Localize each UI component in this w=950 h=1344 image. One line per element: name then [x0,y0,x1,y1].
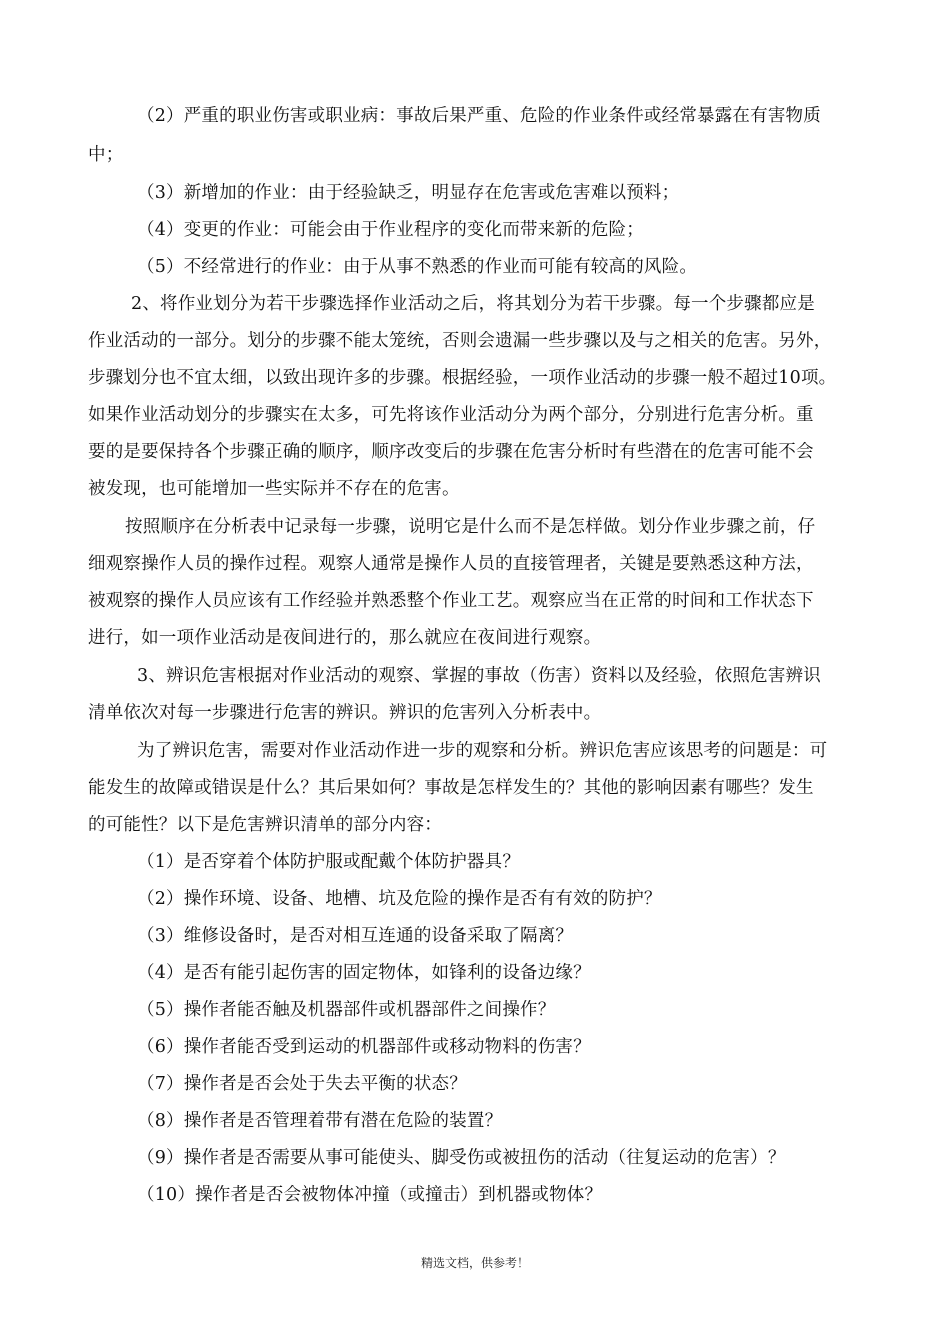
text-line-10: 要的是要保持各个步骤正确的顺序，顺序改变后的步骤在危害分析时有些潜在的危害可能不会 [88,442,814,462]
text-line-17: 清单依次对每一步骤进行危害的辨识。辨识的危害列入分析表中。 [88,703,602,723]
text-line-11: 被发现，也可能增加一些实际并不存在的危害。 [88,479,460,499]
text-line-23: （3）维修设备时，是否对相互连通的设备采取了隔离？ [137,926,574,946]
text-line-4: （4）变更的作业：可能会由于作业程序的变化而带来新的危险； [137,220,644,240]
text-line-30: （10）操作者是否会被物体冲撞（或撞击）到机器或物体？ [137,1185,603,1205]
text-line-9: 如果作业活动划分的步骤实在太多，可先将该作业活动分为两个部分，分别进行危害分析。重 [88,405,814,425]
text-line-2: 中； [88,145,124,165]
text-line-25: （5）操作者能否触及机器部件或机器部件之间操作？ [137,1000,556,1020]
text-line-21: （1）是否穿着个体防护服或配戴个体防护器具？ [137,852,521,872]
text-line-28: （8）操作者是否管理着带有潜在危险的装置？ [137,1111,503,1131]
text-line-5: （5）不经常进行的作业：由于从事不熟悉的作业而可能有较高的风险。 [137,257,698,277]
text-line-29: （9）操作者是否需要从事可能使头、脚受伤或被扭伤的活动（往复运动的危害）？ [137,1148,786,1168]
text-line-12: 按照顺序在分析表中记录每一步骤，说明它是什么而不是怎样做。划分作业步骤之前，仔 [125,517,816,537]
text-line-14: 被观察的操作人员应该有工作经验并熟悉整个作业工艺。观察应当在正常的时间和工作状态下 [88,591,814,611]
text-line-15: 进行，如一项作业活动是夜间进行的，那么就应在夜间进行观察。 [88,628,602,648]
text-line-8: 步骤划分也不宜太细，以致出现许多的步骤。根据经验，一项作业活动的步骤一般不超过10项。 [88,368,837,388]
page-footer: 精选文档，供参考！ [420,1256,529,1270]
text-line-20: 的可能性？以下是危害辨识清单的部分内容： [88,815,442,835]
text-line-6: 2、将作业划分为若干步骤选择作业活动之后，将其划分为若干步骤。每一个步骤都应是 [131,294,815,314]
text-line-16: 3、辨识危害根据对作业活动的观察、掌握的事故（伤害）资料以及经验，依照危害辨识 [137,666,821,686]
text-line-19: 能发生的故障或错误是什么？其后果如何？事故是怎样发生的？其他的影响因素有哪些？发生 [88,778,814,798]
text-line-22: （2）操作环境、设备、地槽、坑及危险的操作是否有有效的防护？ [137,889,662,909]
text-line-27: （7）操作者是否会处于失去平衡的状态？ [137,1074,467,1094]
text-line-13: 细观察操作人员的操作过程。观察人通常是操作人员的直接管理者，关键是要熟悉这种方法， [88,554,814,574]
text-line-26: （6）操作者能否受到运动的机器部件或移动物料的伤害？ [137,1037,591,1057]
text-line-7: 作业活动的一部分。划分的步骤不能太笼统，否则会遗漏一些步骤以及与之相关的危害。另外， [88,331,832,351]
text-line-18: 为了辨识危害，需要对作业活动作进一步的观察和分析。辨识危害应该思考的问题是：可 [137,741,828,761]
text-line-3: （3）新增加的作业：由于经验缺乏，明显存在危害或危害难以预料； [137,183,680,203]
text-line-24: （4）是否有能引起伤害的固定物体，如锋利的设备边缘？ [137,963,591,983]
text-line-1: （2）严重的职业伤害或职业病：事故后果严重、危险的作业条件或经常暴露在有害物质 [137,106,821,126]
